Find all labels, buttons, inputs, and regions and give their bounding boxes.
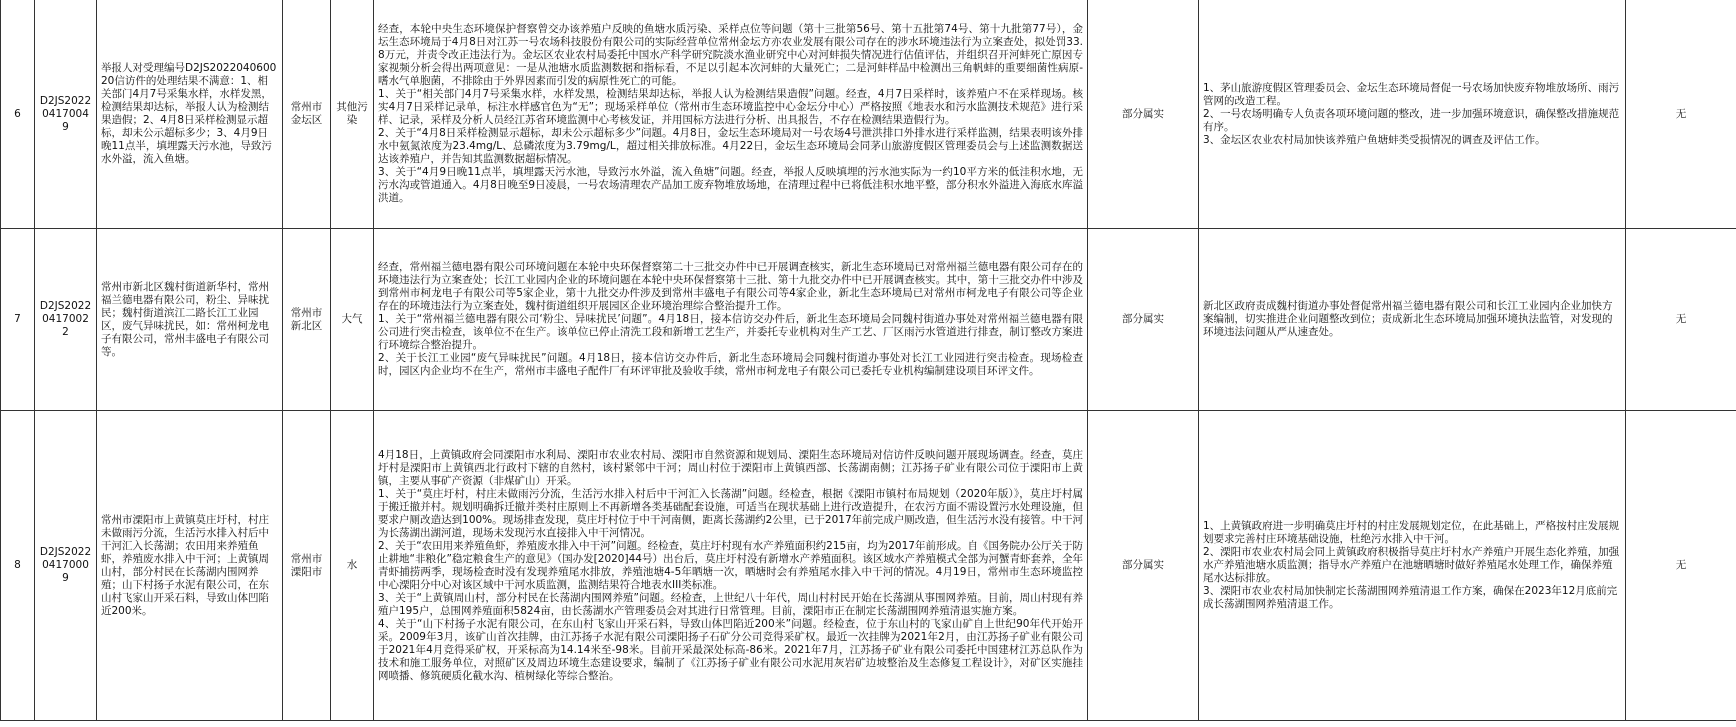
rectification-item: 3、金坛区农业农村局加快该养殖户鱼塘蚌类受损情况的调查及评估工作。 [1203,133,1546,146]
result-paragraph: 1、关于“常州福兰德电器有限公司‘粉尘、异味扰民’问题”。4月18日，接本信访交办件后，新北生态环境局会同魏村街道办事处对常州福兰德电器有限公司进行突击检查，该单位不在生产。该单位已停止清洗工段和新增工艺生产，并委托专业机构对生产工艺、厂区雨污水管道进行排查，制订整改方案进行环境综合整治提升。 [378,313,1083,351]
row-index: 7 [1,229,35,411]
table-row [1,411,1736,721]
complaint-code: D2JS2022 04170049 [35,0,97,229]
table-row [1,229,1736,411]
result-paragraph: 2、关于“农田用来养殖鱼虾，养殖废水排入中干河”问题。经检查，莫庄圩村现有水产养殖面积约215亩，均为2017年前形成。自《国务院办公厅关于防止耕地“非粮化”稳定粮食生产的意见》（国办发[2020]44号）出台后，莫庄圩村没有新增水产养殖面积。该区域水产养殖模式全部为河蟹青虾套养，全年青虾捕捞两季，现场检查时没有发现养殖尾水排放，养殖池塘4-5年晒塘一次，晒塘时会有养殖尾水排入中干河的情况。4月19日，常州市生态环境监控中心溧阳分中心对该区域中干河水质监测，监测结果符合地表水III类标准。 [378,539,1083,591]
result-paragraph: 经查，本轮中央生态环境保护督察曾交办该养殖户反映的鱼塘水质污染、采样点位等问题（第十三批第56号、第十五批第74号、第十九批第77号），金坛生态环境局于4月8日对江苏一号农场科技股份有限公司的实际经营单位常州金坛方亦农业发展有限公司存在的涉水环境违法行为立案查处，拟处罚33.8万元，并责令改正违法行为。金坛区农业农村局委托中国水产科学研究院淡水渔业研究中心对河蚌损失情况进行估值评估，并组织召开河蚌死亡原因专家视频分析会得出两项意见：一是从池塘水质监测数据和指标看，不足以引起本次河蚌的大量死亡；二是河蚌样品中检测出三角帆蚌的重要细菌性病原-嗜水气单胞菌，不排除由于外界因素而引发的病原性死亡的可能。 [378,23,1083,87]
complaint-code: D2JS2022 04170009 [35,411,97,721]
rectification-measures [1199,229,1626,411]
verification-status: 部分属实 [1088,229,1199,411]
result-paragraph: 4、关于“山下村扬子水泥有限公司，在东山村飞家山开采石料，导致山体凹陷近200米”问题。经检查，位于东山村的飞家山矿自上世纪90年代开始开采。2009年3月，该矿山首次挂牌，由江苏扬子水泥有限公司溧阳扬子石矿分公司竞得采矿权。最近一次挂牌为2021年2月，由江苏扬子矿业有限公司于2021年4月竞得采矿权，开采标高为14.14米至-98米。目前开采最深处标高-86米。2021年7月，江苏扬子矿业有限公司委托中国建材江苏总队作为技术和施工服务单位，对照矿区及周边环境生态建设要求，编制了《江苏扬子矿业有限公司水泥用灰岩矿边坡整治及生态修复工程设计》，对矿区实施挂网喷播、修筑硬质化截水沟、植树绿化等综合整治。 [378,617,1083,682]
verification-status: 部分属实 [1088,411,1199,721]
result-paragraph: 3、关于“上黄镇周山村，部分村民在长荡湖内围网养殖”问题。经检查，上世纪八十年代，周山村村民开始在长荡湖从事围网养殖。目前，周山村现有养殖户195户，总围网养殖面积5824亩，由长荡湖水产管理委员会对其进行日常管理。目前，溧阳市正在制定长荡湖围网养殖清退实施方案。 [378,591,1083,617]
pollution-type: 水 [331,411,374,721]
rectification-item: 2、溧阳市农业农村局会同上黄镇政府积极指导莫庄圩村水产养殖户开展生态化养殖，加强水产养殖池塘水质监测；指导水产养殖户在池塘晒塘时做好养殖尾水处理工作，确保养殖尾水达标排放。 [1203,546,1620,584]
result-paragraph: 1、关于“相关部门4月7号采集水样，水样发黑，检测结果却达标，举报人认为检测结果造假”问题。经查，4月7日采样时，该养殖户不在采样现场。核实4月7日采样记录单，标注水样感官色为“无”；现场采样单位（常州市生态环境监控中心金坛分中心）严格按照《地表水和污水监测技术规范》进行采样、记录，采样及分析人员经江苏省环境监测中心考核发证，并用国标方法进行分析、出具报告，不存在检测结果造假行为。 [378,88,1083,126]
verification-status: 部分属实 [1088,0,1199,229]
administrative-region: 常州市金坛区 [283,0,331,229]
administrative-region: 常州市溧阳市 [283,411,331,721]
result-paragraph: 1、关于“莫庄圩村，村庄未做雨污分流，生活污水排入村后中干河汇入长荡湖”问题。经检查，根据《溧阳市镇村布局规划（2020年版）》，莫庄圩村属于搬迁撤并村。规划明确拆迁撤并类村庄原则上不再新增各类基础配套设施，可适当在现状基础上进行改造提升，在农污方面不需设置污水处理设施，但要求户厕改造达到100%。现场排查发现，莫庄圩村位于中干河南侧，距离长荡湖约2公里，已于2017年前完成户厕改造，但生活污水没有接管。中干河为长荡湖出湖河道，现场未发现污水直接排入中干河情况。 [378,487,1083,539]
investigation-result [374,411,1088,721]
complaint-content: 举报人对受理编号D2JS202204060020信访件的处理结果不满意：1、相关部门4月7号采集水样，水样发黑，检测结果却达标，举报人认为检测结果造假；2、4月8日采样检测显示超标，却未公示超标多少；3、4月9日晚11点半，填埋露天污水池，导致污水外溢，流入鱼塘。 [97,0,283,229]
table-row [1,0,1736,229]
complaint-code: D2JS2022 04170022 [35,229,97,411]
rectification-measures [1199,0,1626,229]
rectification-item: 新北区政府责成魏村街道办事处督促常州福兰德电器有限公司和长江工业园内企业加快方案编制，切实推进企业问题整改到位；责成新北生态环境局加强环境执法监管，对发现的环境违法问题从严从速查处。 [1203,300,1613,338]
rectification-measures [1199,411,1626,721]
complaint-content: 常州市新北区魏村街道新华村，常州福兰德电器有限公司，粉尘、异味扰民；魏村街道滨江二路长江工业园区，废气异味扰民，如：常州柯龙电子有限公司，常州丰盛电子有限公司等。 [97,229,283,411]
administrative-region: 常州市新北区 [283,229,331,411]
investigation-result [374,229,1088,411]
row-index: 8 [1,411,35,721]
accountability: 无 [1626,0,1736,229]
result-paragraph: 经查，常州福兰德电器有限公司环境问题在本轮中央环保督察第二十三批交办件中已开展调查核实，新北生态环境局已对常州福兰德电器有限公司存在的环境违法行为立案查处；长江工业园内企业的环境问题在本轮中央环保督察第十三批、第十九批交办件中已开展调查核实。其中，第十三批交办件中涉及到常州市柯龙电子有限公司等5家企业，第十九批交办件涉及到常州丰盛电子有限公司等4家企业，新北生态环境局已对常州市柯龙电子有限公司等企业存在的环境违法行为立案查处，魏村街道组织开展园区企业环境治理综合整治提升工作。 [378,261,1083,312]
accountability: 无 [1626,229,1736,411]
result-paragraph: 4月18日，上黄镇政府会同溧阳市水利局、溧阳市农业农村局、溧阳市自然资源和规划局、溧阳生态环境局对信访件反映问题开展现场调查。经查，莫庄圩村是溧阳市上黄镇西北行政村下辖的自然村，该村紧邻中干河；周山村位于溧阳市上黄镇西部、长荡湖南侧；江苏扬子矿业有限公司位于溧阳市上黄镇，主要从事矿产资源（非煤矿山）开采。 [378,448,1083,487]
pollution-type: 其他污染 [331,0,374,229]
result-paragraph: 2、关于长江工业园“废气异味扰民”问题。4月18日，接本信访交办件后，新北生态环境局会同魏村街道办事处对长江工业园进行突击检查。现场检查时，园区内企业均不在生产，常州市丰盛电子配件厂有环评审批及验收手续，常州市柯龙电子有限公司已委托专业机构编制建设项目环评文件。 [378,352,1083,377]
rectification-item: 1、茅山旅游度假区管理委员会、金坛生态环境局督促一号农场加快废弃物堆放场所、雨污管网的改造工程。 [1203,81,1620,107]
complaint-content: 常州市溧阳市上黄镇莫庄圩村，村庄未做雨污分流，生活污水排入村后中干河汇入长荡湖；农田用来养殖鱼虾，养殖废水排入中干河；上黄镇周山村，部分村民在长荡湖内围网养殖；山下村扬子水泥有限公司，在东山村飞家山开采石料，导致山体凹陷近200米。 [97,411,283,721]
rectification-item: 3、溧阳市农业农村局加快制定长荡湖围网养殖清退工作方案，确保在2023年12月底前完成长荡湖围网养殖清退工作。 [1203,585,1618,610]
pollution-type: 大气 [331,229,374,411]
row-index: 6 [1,0,35,229]
result-paragraph: 2、关于“4月8日采样检测显示超标，却未公示超标多少”问题。4月8日，金坛生态环境局对一号农场4号泄洪排口外排水进行采样监测，结果表明该外排水中氨氮浓度为23.4mg/L、总磷浓度为3.79mg/L，超过相关排放标准。4月22日，金坛生态环境局会同茅山旅游度假区管理委员会与上述监测数据送达该养殖户，并告知其监测数据超标情况。 [378,127,1083,165]
rectification-item: 1、上黄镇政府进一步明确莫庄圩村的村庄发展规划定位，在此基础上，严格按村庄发展规划要求完善村庄环境基础设施，杜绝污水排入中干河。 [1203,520,1620,545]
accountability: 无 [1626,411,1736,721]
result-paragraph: 3、关于“4月9日晚11点半，填埋露天污水池，导致污水外溢，流入鱼塘”问题。经查，举报人反映填埋的污水池实际为一约10平方米的低洼积水地，无污水沟或管道通入。4月8日晚至9日凌晨，一号农场清理农产品加工废弃物堆放场地，在清理过程中已将低洼积水地平整，部分积水外溢进入海底水库溢洪道。 [378,166,1083,204]
rectification-item: 2、一号农场明确专人负责各项环境问题的整改，进一步加强环境意识，确保整改措施规范有序。 [1203,107,1620,133]
investigation-result [374,0,1088,229]
